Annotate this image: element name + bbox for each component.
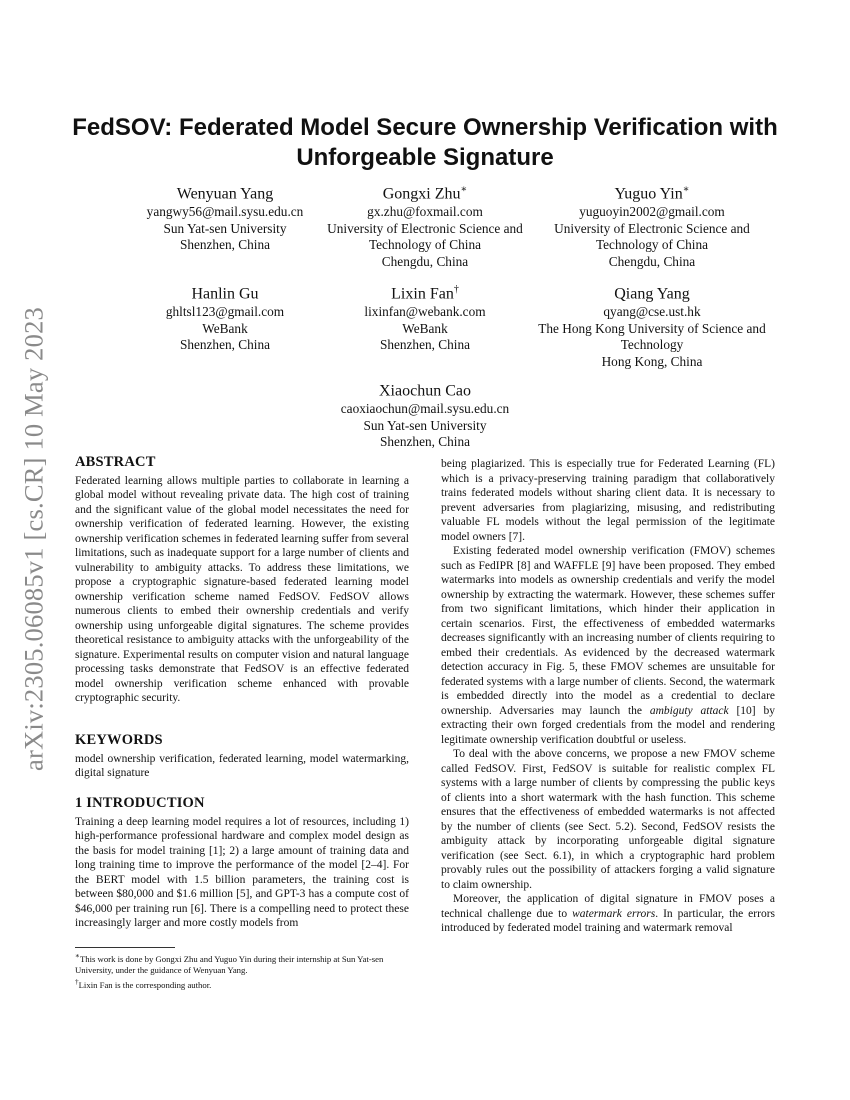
author-mark: † bbox=[453, 284, 459, 295]
author-email: ghltsl123@gmail.com bbox=[165, 304, 285, 320]
keywords-text: model ownership verification, federated learning, model watermarking, digital signature bbox=[75, 752, 409, 779]
abstract-heading: ABSTRACT bbox=[75, 454, 156, 470]
author-name: Qiang Yang bbox=[614, 285, 690, 303]
introduction-continued bbox=[441, 457, 775, 936]
footnote-mark: † bbox=[75, 977, 79, 986]
author-affiliation: University of Electronic Science and Technology of China bbox=[554, 220, 750, 253]
footnote-rule bbox=[75, 947, 175, 948]
emphasis-ambiguity-attack: ambiguty attack bbox=[649, 704, 729, 717]
author-name: Wenyuan Yang bbox=[176, 185, 274, 203]
author-location: Shenzhen, China bbox=[179, 337, 271, 353]
author-location: Shenzhen, China bbox=[379, 337, 471, 353]
intro-paragraph-3: To deal with the above concerns, we propose a new FMOV scheme called FedSOV. First, FedSOV is suitable for realistic complex FL systems with a large number of clients by compressing the public keys of clients into a short watermark with the hash function. This scheme ensures that the effectiveness of embedded watermarks is not affected by the number of clients (see Sect. 5.2). Second, FedSOV resists the ambiguity attack by incorporating unforgeable digital signature verification (see Sect. 6.1), in which a cryptographic hard problem provably rules out the possibility of attackers forging a valid signature to claim ownership. bbox=[441, 748, 775, 891]
author-mark: ∗ bbox=[682, 184, 690, 195]
author-name: Gongxi Zhu bbox=[382, 185, 461, 203]
author-affiliation: University of Electronic Science and Technology of China bbox=[327, 220, 523, 253]
author-location: Shenzhen, China bbox=[379, 434, 471, 450]
keywords-section bbox=[75, 733, 409, 781]
intro-paragraph-1-part-2: being plagiarized. This is especially true for Federated Learning (FL) which is a privacy-preserving training paradigm that collaboratively trains federated models without sharing client data. It is necessary to prevent adversaries from plagiarizing, misusing, and redistributing valuable FL models without the legal permission of the legitimate model owners [7]. bbox=[441, 458, 775, 543]
author-email: yangwy56@mail.sysu.edu.cn bbox=[146, 204, 304, 220]
author-name: Yuguo Yin bbox=[614, 185, 683, 203]
author-block bbox=[532, 280, 772, 370]
author-affiliation: Sun Yat-sen University bbox=[163, 220, 287, 236]
author-location: Hong Kong, China bbox=[601, 353, 703, 369]
author-name: Lixin Fan bbox=[391, 285, 454, 303]
footnote-text: This work is done by Gongxi Zhu and Yuguo Yin during their internship at Sun Yat-sen University, under the guidance of Wenyuan Yang. bbox=[75, 953, 384, 976]
author-affiliation: WeBank bbox=[402, 320, 448, 336]
paper-title: FedSOV: Federated Model Secure Ownership Verification with Unforgeable Signature bbox=[72, 114, 778, 171]
author-email: lixinfan@webank.com bbox=[364, 304, 486, 320]
author-block bbox=[305, 280, 545, 354]
author-block bbox=[532, 180, 772, 270]
introduction-heading: 1 INTRODUCTION bbox=[75, 795, 205, 811]
author-name: Hanlin Gu bbox=[191, 285, 259, 303]
author-email: qyang@cse.ust.hk bbox=[603, 304, 701, 320]
footnote-mark: ∗ bbox=[75, 952, 80, 960]
author-affiliation: WeBank bbox=[202, 320, 248, 336]
introduction-section bbox=[75, 796, 409, 931]
author-affiliation: The Hong Kong University of Science and Technology bbox=[538, 320, 766, 353]
keywords-heading: KEYWORDS bbox=[75, 732, 163, 748]
intro-paragraph-2: Existing federated model ownership verification (FMOV) schemes such as FedIPR [8] and WAFFLE [9] have been proposed. They embed watermarks into models as ownership credentials and verify the model ownership by extracting the watermark. However, these schemes suffer from two significant limitations, which hinder their application in certain scenarios. First, the effectiveness of embedded watermarks decreases significantly with an increasing number of clients requiring to embed their credentials. As evidenced by the decreased watermark detection accuracy in Fig. 5, these FMOV schemes are unsuitable for federated systems with a large number of clients. Second, the watermark is embedded directly into the model as a credential to declare ownership. Adversaries may launch the ambiguty attack [10] by extracting their own forged credentials from the model and rendering legitimate ownership verification doubtful or useless. bbox=[441, 545, 775, 746]
author-block bbox=[305, 377, 545, 451]
abstract-text: Federated learning allows multiple parties to collaborate in learning a global model without revealing private data. The high cost of training and the significant value of the global model necessitates the need for ownership verification of federated learning. However, the existing ownership verification schemes in federated learning suffer from several limitations, such as inadequate support for a large number of clients and vulnerability to ambiguity attacks. To address these limitations, we propose a cryptographic signature-based federated learning model ownership verification scheme named FedSOV. FedSOV allows numerous clients to embed their ownership credentials and verify ownership using unforgeable digital signatures. The scheme provides theoretical resistance to ambiguity attacks with the unforgeability of the signature. Experimental results on computer vision and natural language processing tasks demonstrate that FedSOV is an effective federated model ownership verification scheme enhanced with provable cryptographic security. bbox=[75, 474, 409, 704]
abstract-section bbox=[75, 455, 409, 706]
footnote-text: Lixin Fan is the corresponding author. bbox=[78, 979, 212, 990]
arxiv-identifier: arXiv:2305.06085v1 [cs.CR] 10 May 2023 bbox=[18, 307, 49, 771]
author-location: Shenzhen, China bbox=[179, 237, 271, 253]
intro-paragraph-4: Moreover, the application of digital signature in FMOV poses a technical challenge due to watermark errors. In particular, the errors introduced by federated model training and watermark removal bbox=[441, 893, 775, 934]
author-location: Chengdu, China bbox=[608, 253, 696, 269]
author-affiliation: Sun Yat-sen University bbox=[363, 417, 487, 433]
author-name: Xiaochun Cao bbox=[379, 382, 471, 400]
author-location: Chengdu, China bbox=[381, 253, 469, 269]
emphasis-watermark-errors: watermark errors bbox=[572, 907, 656, 920]
intro-paragraph-1-part-1: Training a deep learning model requires a lot of resources, including 1) high-performance professional hardware and complex model design as the basis for model training [1]; 2) a large amount of training data and long training time to improve the performance of the model [2–4]. For the BERT model with 1.5 billion parameters, the training cost is between $80,000 and $1.6 million [5], and GPT-3 has a compute cost of $46,000 per training run [6]. There is a compelling need to protect these increasingly larger and more costly models from bbox=[75, 815, 409, 929]
author-email: yuguoyin2002@gmail.com bbox=[579, 204, 725, 220]
author-email: gx.zhu@foxmail.com bbox=[367, 204, 483, 220]
footnotes bbox=[75, 951, 409, 991]
author-email: caoxiaochun@mail.sysu.edu.cn bbox=[340, 401, 510, 417]
author-block bbox=[305, 180, 545, 270]
author-mark: ∗ bbox=[460, 184, 468, 195]
